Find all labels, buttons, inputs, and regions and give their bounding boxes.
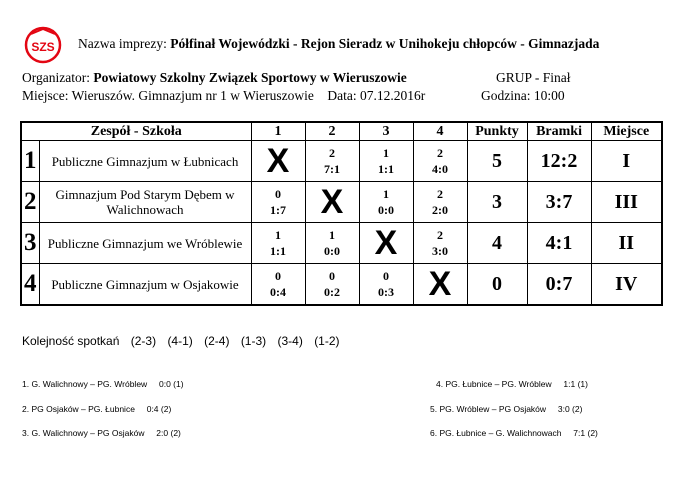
points-cell: 5: [467, 141, 527, 182]
match-order-item: (1-3): [240, 334, 267, 348]
col-header-4: 4: [413, 122, 467, 141]
table-row: [21, 223, 662, 264]
col-header-2: 2: [305, 122, 359, 141]
match-order-label: Kolejność spotkań: [22, 334, 120, 348]
team-number: 3: [21, 223, 39, 264]
date-text: Data: 07.12.2016r: [327, 88, 426, 103]
match-order-item: (2-4): [204, 334, 230, 348]
match-result: 3. G. Walichnowy – PG Osjaków 2:0 (2): [22, 428, 181, 438]
match-result: 1. G. Walichnowy – PG. Wróblew 0:0 (1): [22, 379, 184, 389]
team-name: Publiczne Gimnazjum w Łubnicach: [39, 141, 251, 182]
organizer-name: Powiatowy Szkolny Związek Sportowy w Wieruszowie: [93, 70, 407, 85]
score-cell: 2 3:0: [413, 223, 467, 264]
table-header-row: [21, 122, 662, 141]
match-result: 5. PG. Wróblew – PG Osjaków 3:0 (2): [430, 404, 583, 414]
match-result: 2. PG Osjaków – PG. Łubnice 0:4 (2): [22, 404, 172, 414]
table-row: [21, 141, 662, 182]
score-cell: 2 7:1: [305, 141, 359, 182]
score-cell: 0 0:4: [251, 264, 305, 306]
event-line: [78, 36, 599, 52]
goals-cell: 3:7: [527, 182, 591, 223]
event-label: Nazwa imprezy:: [78, 36, 167, 51]
score-cell: 2 2:0: [413, 182, 467, 223]
group-label: GRUP - Finał: [496, 70, 571, 85]
match-order-item: (2-3): [130, 334, 157, 348]
team-number: 4: [21, 264, 39, 306]
self-match-x: X: [359, 223, 413, 264]
col-header-3: 3: [359, 122, 413, 141]
place-text: Miejsce: Wieruszów. Gimnazjum nr 1 w Wieruszowie: [22, 88, 314, 103]
match-order: [22, 334, 348, 348]
self-match-x: X: [305, 182, 359, 223]
place-cell: I: [591, 141, 662, 182]
team-name: Gimnazjum Pod Starym Dębem w Walichnowach: [39, 182, 251, 223]
score-cell: 1 1:1: [359, 141, 413, 182]
score-cell: 2 4:0: [413, 141, 467, 182]
match-order-item: (4-1): [167, 334, 193, 348]
szs-logo: [22, 26, 64, 64]
team-number: 2: [21, 182, 39, 223]
organizer-line: [22, 70, 407, 86]
match-result: 4. PG. Łubnice – PG. Wróblew 1:1 (1): [436, 379, 588, 389]
col-header-goals: Bramki: [527, 122, 591, 141]
col-header-1: 1: [251, 122, 305, 141]
place-date-line: [22, 88, 425, 104]
goals-cell: 12:2: [527, 141, 591, 182]
score-cell: 1 0:0: [305, 223, 359, 264]
score-cell: 0 0:3: [359, 264, 413, 306]
col-header-points: Punkty: [467, 122, 527, 141]
time-text: Godzina: 10:00: [481, 88, 565, 103]
place-cell: IV: [591, 264, 662, 306]
self-match-x: X: [413, 264, 467, 306]
score-cell: 1 0:0: [359, 182, 413, 223]
col-header-place: Miejsce: [591, 122, 662, 141]
logo-text: SZS: [31, 40, 55, 54]
table-row: [21, 182, 662, 223]
place-cell: II: [591, 223, 662, 264]
col-header-team: Zespół - Szkoła: [21, 122, 251, 141]
team-name: Publiczne Gimnazjum w Osjakowie: [39, 264, 251, 306]
match-order-item: (3-4): [277, 334, 303, 348]
points-cell: 0: [467, 264, 527, 306]
self-match-x: X: [251, 141, 305, 182]
team-number: 1: [21, 141, 39, 182]
results-table: [20, 121, 663, 306]
goals-cell: 4:1: [527, 223, 591, 264]
team-name: Publiczne Gimnazjum we Wróblewie: [39, 223, 251, 264]
table-row: [21, 264, 662, 306]
score-cell: 0 1:7: [251, 182, 305, 223]
organizer-label: Organizator:: [22, 70, 90, 85]
score-cell: 1 1:1: [251, 223, 305, 264]
points-cell: 3: [467, 182, 527, 223]
match-result: 6. PG. Łubnice – G. Walichnowach 7:1 (2): [430, 428, 598, 438]
place-cell: III: [591, 182, 662, 223]
match-order-item: (1-2): [314, 334, 340, 348]
points-cell: 4: [467, 223, 527, 264]
event-name: Półfinał Wojewódzki - Rejon Sieradz w Unihokeju chłopców - Gimnazjada: [170, 36, 600, 51]
score-cell: 0 0:2: [305, 264, 359, 306]
goals-cell: 0:7: [527, 264, 591, 306]
